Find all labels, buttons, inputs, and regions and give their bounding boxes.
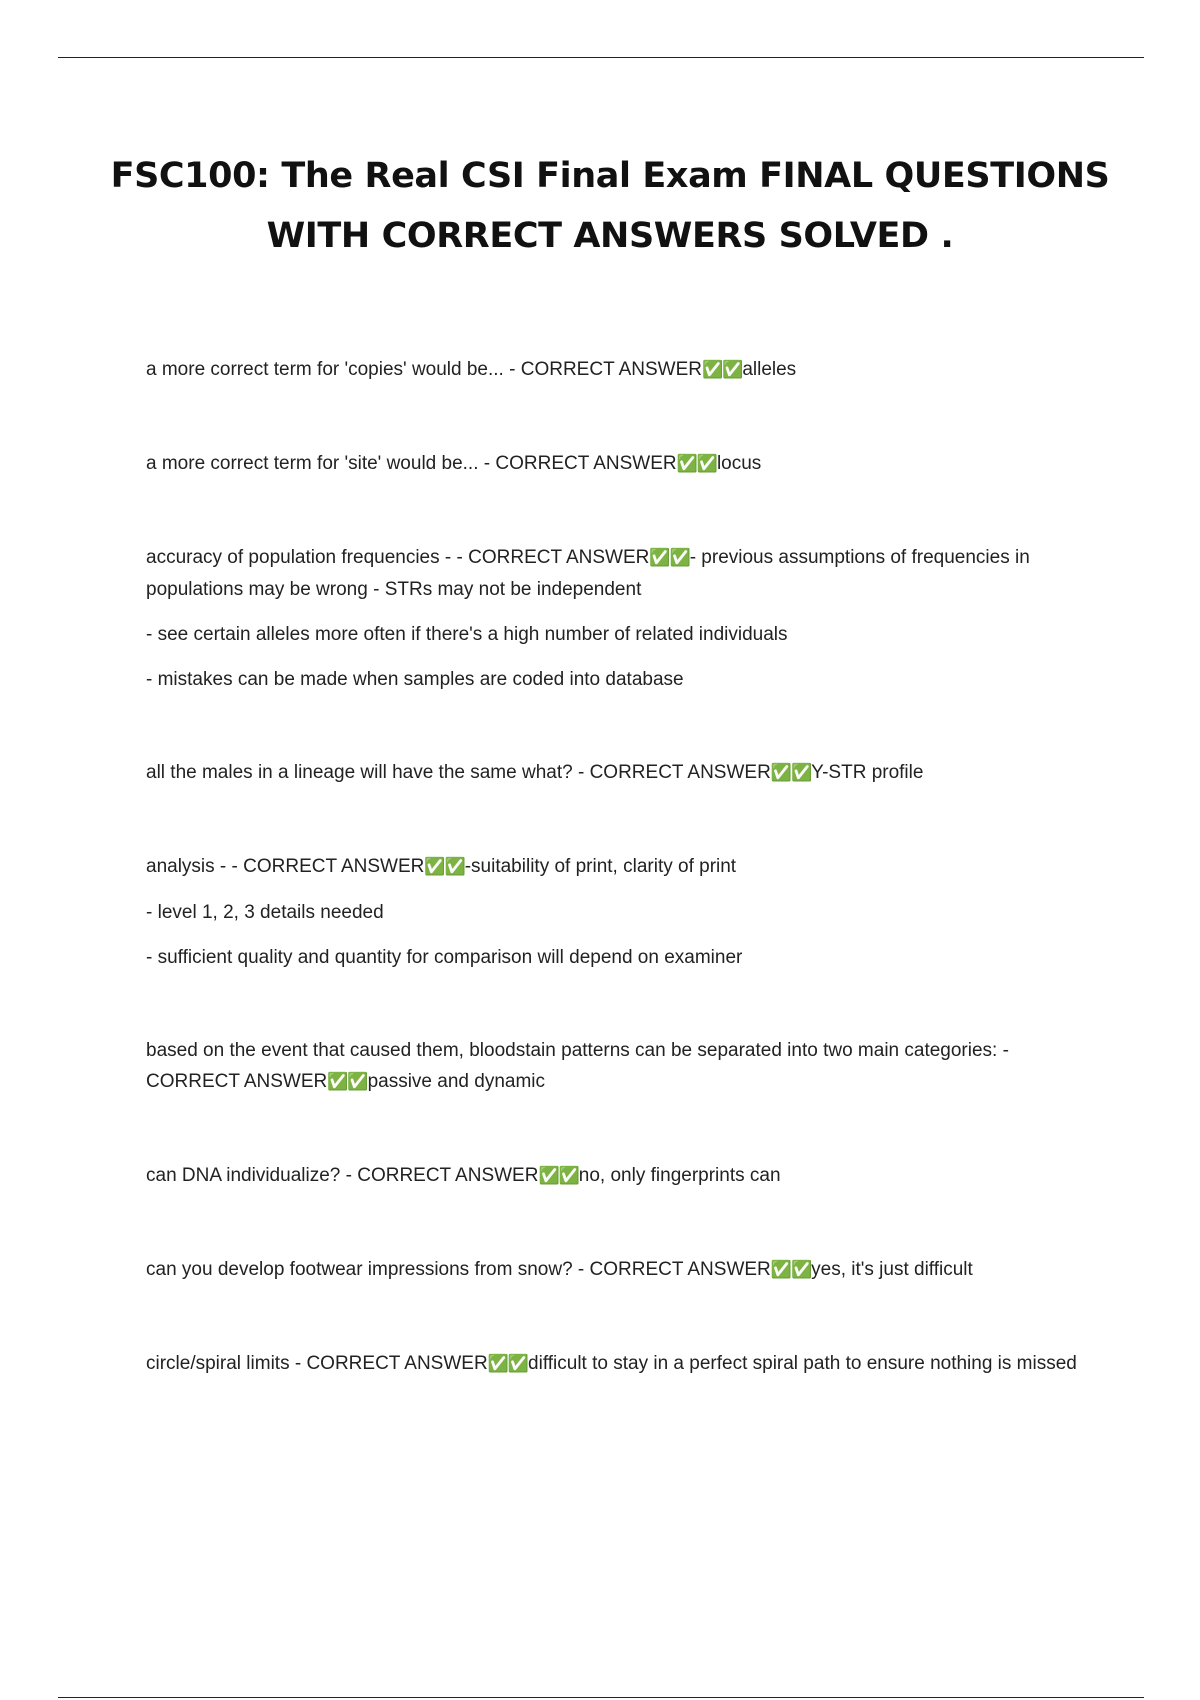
qa-main-line: [146, 1035, 1096, 1098]
qa-main-line: [146, 1160, 1096, 1192]
qa-item: [146, 448, 1096, 480]
double-check-icon: ✅✅: [770, 763, 812, 783]
answer-detail-line: - sufficient quality and quantity for comparison will depend on examiner: [146, 947, 743, 968]
qa-item: [146, 1348, 1096, 1380]
qa-main-line: [146, 1254, 1096, 1286]
answer-text: difficult to stay in a perfect spiral path to ensure nothing is missed: [528, 1353, 1077, 1374]
header-rule: [58, 57, 1144, 58]
answer-text: passive and dynamic: [367, 1071, 546, 1092]
qa-main-line: [146, 1348, 1096, 1380]
correct-answer-label: CORRECT ANSWER: [306, 1353, 488, 1374]
qa-main-line: [146, 851, 1096, 883]
question-text: accuracy of population frequencies - -: [146, 547, 469, 568]
answer-detail-line: - level 1, 2, 3 details needed: [146, 902, 384, 923]
qa-item: [146, 354, 1096, 386]
qa-item: [146, 851, 1096, 973]
question-text: can you develop footwear impressions from snow? -: [146, 1259, 590, 1280]
question-text: can DNA individualize? -: [146, 1165, 358, 1186]
answer-text: -suitability of print, clarity of print: [464, 856, 737, 877]
qa-list: [146, 354, 1096, 1380]
double-check-icon: ✅✅: [770, 1260, 812, 1280]
correct-answer-label: CORRECT ANSWER: [589, 762, 771, 783]
answer-text: alleles: [742, 359, 797, 380]
qa-item: [146, 542, 1096, 695]
qa-item: [146, 1254, 1096, 1286]
double-check-icon: ✅✅: [538, 1166, 579, 1186]
correct-answer-label: CORRECT ANSWER: [520, 359, 702, 380]
answer-detail-line: - mistakes can be made when samples are coded into database: [146, 669, 684, 690]
answer-detail-line: - see certain alleles more often if there's a high number of related individuals: [146, 624, 788, 645]
qa-item: [146, 757, 1096, 789]
double-check-icon: ✅✅: [649, 548, 690, 568]
double-check-icon: ✅✅: [327, 1072, 368, 1092]
qa-main-line: [146, 542, 1096, 605]
correct-answer-label: CORRECT ANSWER: [146, 1071, 328, 1092]
correct-answer-label: CORRECT ANSWER: [495, 453, 677, 474]
double-check-icon: ✅✅: [701, 360, 743, 380]
double-check-icon: ✅✅: [676, 454, 717, 474]
question-text: analysis - -: [146, 856, 244, 877]
correct-answer-label: CORRECT ANSWER: [243, 856, 425, 877]
title-line-2: WITH CORRECT ANSWERS SOLVED .: [266, 216, 954, 256]
answer-text: no, only fingerprints can: [578, 1165, 781, 1186]
qa-main-line: [146, 757, 1096, 789]
correct-answer-label: CORRECT ANSWER: [357, 1165, 539, 1186]
question-text: based on the event that caused them, bloodstain patterns can be separated into two main categories: -: [146, 1040, 1009, 1061]
answer-text: - previous assumptions of frequencies in populations may be wrong - STRs may not be independent: [146, 547, 1030, 600]
correct-answer-label: CORRECT ANSWER: [589, 1259, 771, 1280]
question-text: circle/spiral limits -: [146, 1353, 307, 1374]
question-text: a more correct term for 'site' would be... -: [146, 453, 496, 474]
question-text: all the males in a lineage will have the same what? -: [146, 762, 590, 783]
correct-answer-label: CORRECT ANSWER: [468, 547, 650, 568]
answer-text: yes, it's just difficult: [811, 1259, 973, 1280]
answer-text: locus: [716, 453, 762, 474]
qa-main-line: [146, 448, 1096, 480]
qa-item: [146, 1160, 1096, 1192]
answer-text: Y-STR profile: [811, 762, 924, 783]
qa-item: [146, 1035, 1096, 1098]
title-line-1: FSC100: The Real CSI Final Exam FINAL QUESTIONS: [110, 156, 1110, 196]
footer-rule: [58, 1697, 1144, 1698]
double-check-icon: ✅✅: [424, 857, 465, 877]
question-text: a more correct term for 'copies' would be... -: [146, 359, 521, 380]
double-check-icon: ✅✅: [487, 1354, 529, 1374]
document-title: [110, 146, 1110, 266]
qa-main-line: [146, 354, 1096, 386]
